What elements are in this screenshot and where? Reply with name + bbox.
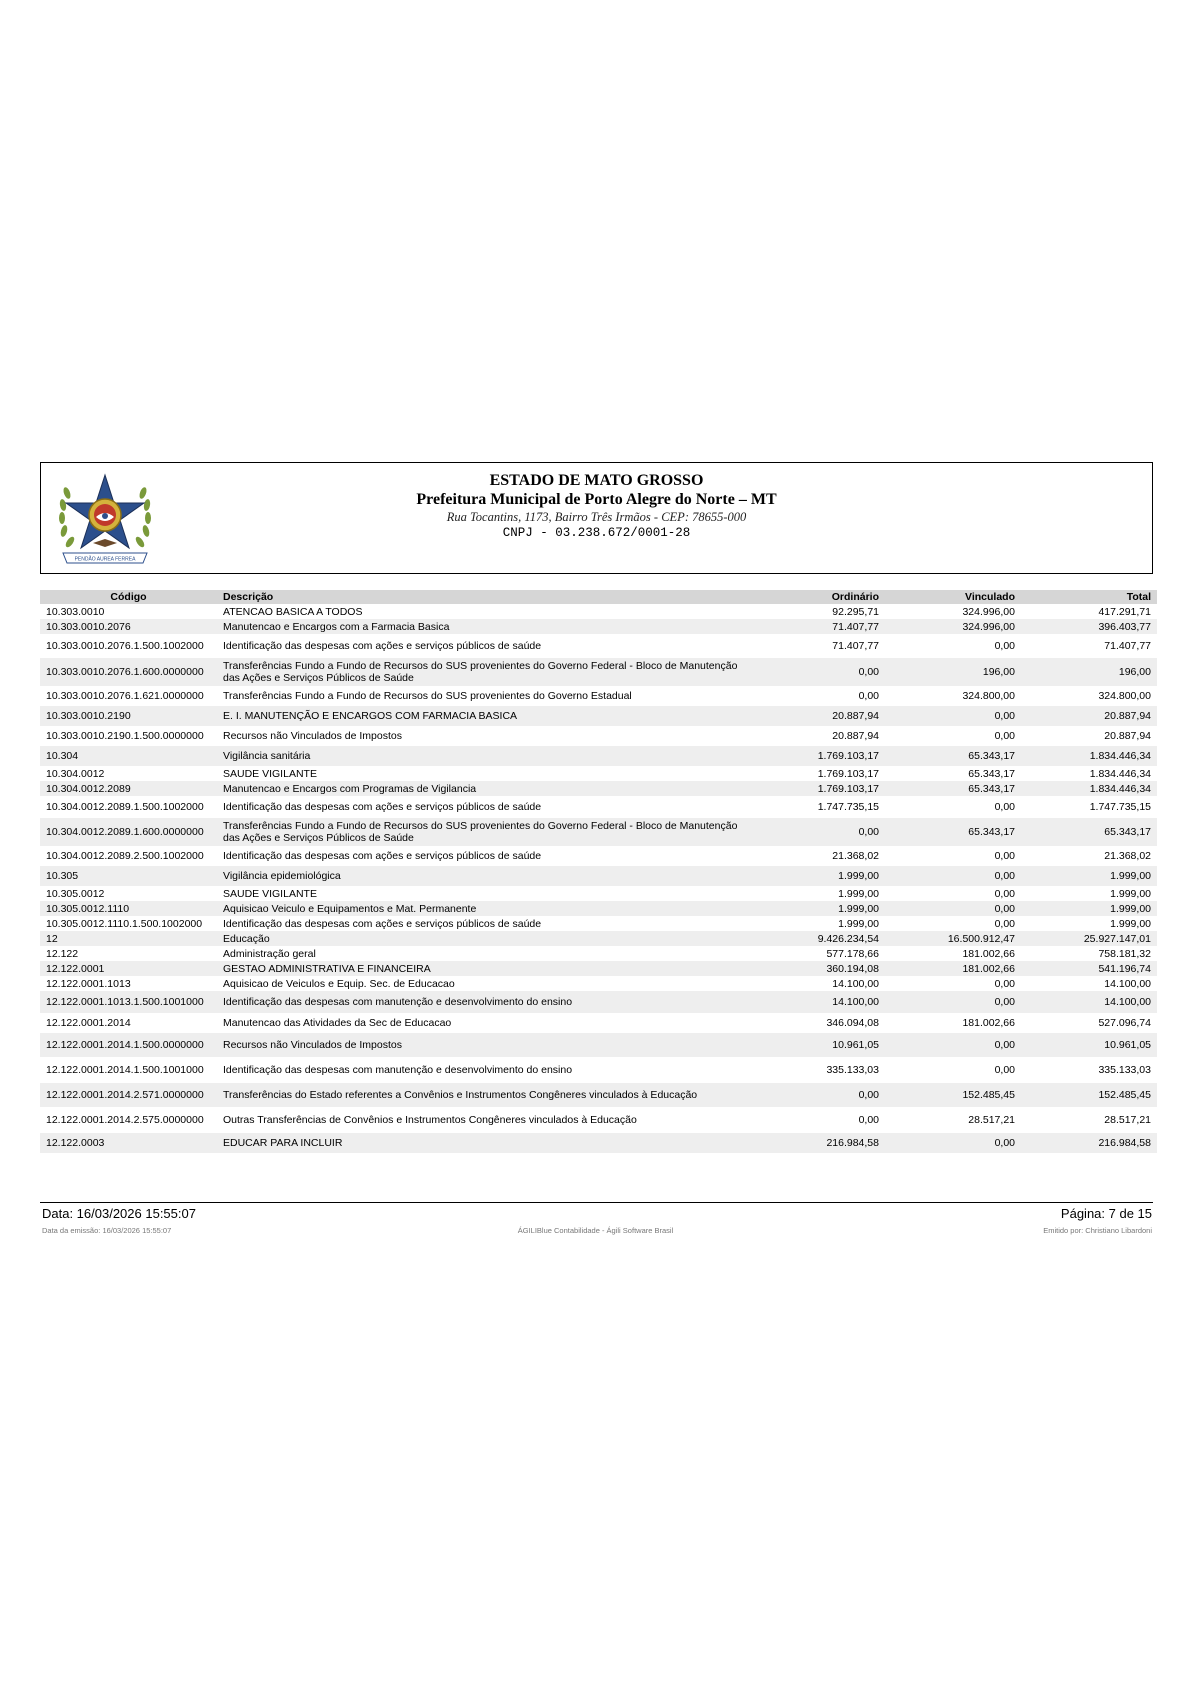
cell-code: 12.122.0001.2014.2.571.0000000 (40, 1083, 217, 1107)
cell-description: Manutencao e Encargos com a Farmacia Basica (217, 619, 749, 634)
cell-total: 396.403,77 (1021, 619, 1157, 634)
cell-ordinario: 0,00 (749, 1083, 885, 1107)
cell-ordinario: 577.178,66 (826, 947, 879, 960)
table-row (40, 866, 1157, 886)
cell-vinculado: 65.343,17 (885, 818, 1021, 846)
cell-ordinario: 71.407,77 (832, 640, 879, 652)
cell-code: 10.303.0010.2076 (40, 619, 217, 634)
col-header-ordinario: Ordinário (749, 590, 885, 604)
cell-description: Administração geral (223, 947, 316, 960)
cnpj-line: CNPJ - 03.238.672/0001-28 (502, 526, 691, 540)
header-text (41, 471, 1152, 541)
cell-vinculado: 0,00 (994, 977, 1015, 990)
cell-total: 417.291,71 (1098, 605, 1151, 618)
table-row (40, 1107, 1157, 1133)
cell-ordinario: 71.407,77 (749, 619, 885, 634)
cell-code: 10.305 (40, 866, 217, 886)
cell-vinculado: 16.500.912,47 (885, 931, 1021, 946)
table-row (40, 961, 1157, 976)
table-row (40, 846, 1157, 866)
cell-vinculado: 181.002,66 (962, 1017, 1015, 1029)
footer-divider (40, 1202, 1153, 1203)
table-row (40, 991, 1157, 1013)
prefeitura-title: Prefeitura Municipal de Porto Alegre do Norte – MT (416, 491, 777, 508)
cell-total: 1.834.446,34 (1089, 767, 1151, 780)
cell-vinculado: 196,00 (885, 658, 1021, 686)
cell-vinculado: 324.996,00 (885, 619, 1021, 634)
cell-code: 10.303.0010.2190.1.500.0000000 (46, 730, 204, 742)
cell-total: 20.887,94 (1104, 730, 1151, 742)
cell-vinculado: 65.343,17 (885, 781, 1021, 796)
cell-vinculado: 0,00 (885, 866, 1021, 886)
cell-ordinario: 335.133,03 (826, 1064, 879, 1076)
cell-code: 10.305.0012.1110 (40, 901, 217, 916)
cell-total: 1.834.446,34 (1021, 746, 1157, 766)
cell-ordinario: 1.999,00 (838, 917, 879, 930)
cell-description: Identificação das despesas com ações e serviços públicos de saúde (223, 801, 542, 813)
cell-total: 1.747.735,15 (1089, 801, 1151, 813)
cell-total: 21.368,02 (1104, 850, 1151, 862)
table-row (40, 686, 1157, 706)
cell-code: 10.304.0012.2089.1.600.0000000 (40, 818, 217, 846)
footer-date: Data: 16/03/2026 15:55:07 (42, 1206, 196, 1221)
cell-vinculado: 0,00 (994, 640, 1015, 652)
cell-vinculado: 0,00 (885, 1133, 1021, 1153)
cell-code: 12.122.0003 (40, 1133, 217, 1153)
cell-total: 1.999,00 (1110, 887, 1151, 900)
cell-total: 25.927.147,01 (1021, 931, 1157, 946)
table-row (40, 976, 1157, 991)
cell-vinculado: 65.343,17 (968, 767, 1015, 780)
cell-description: Outras Transferências de Convênios e Instrumentos Congêneres vinculados à Educação (223, 1114, 637, 1126)
table-body (40, 604, 1157, 1153)
cell-ordinario: 346.094,08 (826, 1017, 879, 1029)
cell-total: 1.999,00 (1110, 917, 1151, 930)
cell-ordinario: 1.999,00 (749, 866, 885, 886)
cell-code: 12.122.0001.2014.1.500.1001000 (46, 1064, 204, 1076)
cell-description: Transferências Fundo a Fundo de Recursos do SUS provenientes do Governo Federal - Bloco de Manutenção das Ações e Serviços Públicos de Saúde (217, 818, 749, 846)
cell-vinculado: 0,00 (994, 850, 1015, 862)
cell-total: 14.100,00 (1021, 991, 1157, 1013)
cell-ordinario: 20.887,94 (749, 706, 885, 726)
footer-software: ÁGILIBlue Contabilidade - Ágili Software Brasil (517, 1226, 674, 1235)
cell-total: 1.999,00 (1021, 866, 1157, 886)
cell-total: 152.485,45 (1021, 1083, 1157, 1107)
expense-report-table (40, 590, 1157, 1153)
cell-vinculado: 0,00 (885, 901, 1021, 916)
table-row (40, 946, 1157, 961)
cell-description: Recursos não Vinculados de Impostos (217, 1033, 749, 1057)
cell-description: Vigilância sanitária (217, 746, 749, 766)
cell-description: GESTAO ADMINISTRATIVA E FINANCEIRA (217, 961, 749, 976)
cell-ordinario: 1.769.103,17 (817, 767, 879, 780)
col-header-description: Descrição (217, 590, 749, 604)
table-row (40, 781, 1157, 796)
cell-ordinario: 92.295,71 (832, 605, 879, 618)
cell-description: Identificação das despesas com ações e serviços públicos de saúde (223, 640, 542, 652)
cell-total: 14.100,00 (1104, 977, 1151, 990)
cell-vinculado: 0,00 (994, 917, 1015, 930)
table-row (40, 604, 1157, 619)
table-row (40, 766, 1157, 781)
cell-ordinario: 10.961,05 (749, 1033, 885, 1057)
cell-vinculado: 181.002,66 (885, 961, 1021, 976)
cell-total: 10.961,05 (1021, 1033, 1157, 1057)
cell-vinculado: 181.002,66 (962, 947, 1015, 960)
cell-ordinario: 1.769.103,17 (749, 781, 885, 796)
cell-total: 216.984,58 (1021, 1133, 1157, 1153)
cell-ordinario: 360.194,08 (749, 961, 885, 976)
cell-vinculado: 0,00 (994, 887, 1015, 900)
table-row (40, 1083, 1157, 1107)
table-row (40, 1057, 1157, 1083)
svg-text:PENDÃO AUREA FERREA: PENDÃO AUREA FERREA (74, 556, 136, 563)
table-row (40, 726, 1157, 746)
cell-description: SAUDE VIGILANTE (223, 767, 317, 780)
cell-code: 10.303.0010.2076.1.621.0000000 (46, 690, 204, 702)
cell-total: 28.517,21 (1104, 1114, 1151, 1126)
cell-ordinario: 1.747.735,15 (817, 801, 879, 813)
cell-vinculado: 0,00 (885, 1033, 1021, 1057)
cell-ordinario: 1.769.103,17 (749, 746, 885, 766)
cell-total: 1.834.446,34 (1021, 781, 1157, 796)
cell-code: 12.122.0001.2014.2.575.0000000 (46, 1114, 204, 1126)
table-row (40, 886, 1157, 901)
cell-code: 10.303.0010.2190 (40, 706, 217, 726)
cell-ordinario: 14.100,00 (832, 977, 879, 990)
cell-code: 12.122.0001 (40, 961, 217, 976)
cell-code: 10.305.0012 (46, 887, 105, 900)
cell-code: 10.303.0010.2076.1.600.0000000 (40, 658, 217, 686)
cell-description: EDUCAR PARA INCLUIR (217, 1133, 749, 1153)
footer-emitted-by: Emitido por: Christiano Libardoni (1043, 1226, 1152, 1235)
cell-description: Identificação das despesas com ações e serviços públicos de saúde (223, 850, 542, 862)
cell-code: 10.303.0010.2076.1.500.1002000 (46, 640, 204, 652)
cell-ordinario: 1.999,00 (749, 901, 885, 916)
cell-total: 71.407,77 (1104, 640, 1151, 652)
cell-total: 541.196,74 (1021, 961, 1157, 976)
cell-code: 10.304.0012.2089.2.500.1002000 (46, 850, 204, 862)
state-title: ESTADO DE MATO GROSSO (489, 472, 704, 489)
cell-code: 12.122.0001.2014.1.500.0000000 (40, 1033, 217, 1057)
cell-description: Transferências Fundo a Fundo de Recursos do SUS provenientes do Governo Estadual (223, 690, 632, 702)
cell-total: 20.887,94 (1021, 706, 1157, 726)
cell-ordinario: 9.426.234,54 (749, 931, 885, 946)
cell-total: 527.096,74 (1098, 1017, 1151, 1029)
cell-code: 12.122 (46, 947, 79, 960)
table-row (40, 634, 1157, 658)
cell-code: 12.122.0001.2014 (46, 1017, 131, 1029)
table-row (40, 818, 1157, 846)
cell-vinculado: 0,00 (994, 1064, 1015, 1076)
cell-code: 10.304.0012.2089.1.500.1002000 (46, 801, 204, 813)
cell-description: Aquisicao Veiculo e Equipamentos e Mat. Permanente (217, 901, 749, 916)
cell-vinculado: 0,00 (994, 730, 1015, 742)
cell-description: Vigilância epidemiológica (217, 866, 749, 886)
cell-description: Aquisicao de Veiculos e Equip. Sec. de Educacao (223, 977, 455, 990)
cell-vinculado: 0,00 (885, 991, 1021, 1013)
cell-total: 324.800,00 (1098, 690, 1151, 702)
cell-total: 758.181,32 (1098, 947, 1151, 960)
table-row (40, 901, 1157, 916)
table-row (40, 1133, 1157, 1153)
cell-code: 10.304 (40, 746, 217, 766)
cell-total: 335.133,03 (1098, 1064, 1151, 1076)
col-header-vinculado: Vinculado (885, 590, 1021, 604)
cell-code: 10.304.0012 (46, 767, 105, 780)
table-row (40, 1013, 1157, 1033)
cell-vinculado: 0,00 (994, 801, 1015, 813)
cell-code: 12.122.0001.1013.1.500.1001000 (40, 991, 217, 1013)
table-row (40, 1033, 1157, 1057)
cell-ordinario: 216.984,58 (749, 1133, 885, 1153)
table-row (40, 931, 1157, 946)
cell-ordinario: 1.999,00 (838, 887, 879, 900)
footer-emission-date: Data da emissão: 16/03/2026 15:55:07 (42, 1226, 172, 1235)
table-row (40, 658, 1157, 686)
cell-vinculado: 324.800,00 (962, 690, 1015, 702)
cell-description: Manutencao das Atividades da Sec de Educacao (223, 1017, 452, 1029)
table-row (40, 619, 1157, 634)
cell-code: 12.122.0001.1013 (46, 977, 131, 990)
cell-description: Identificação das despesas com manutenção e desenvolvimento do ensino (217, 991, 749, 1013)
cell-description: E. I. MANUTENÇÃO E ENCARGOS COM FARMACIA BASICA (217, 706, 749, 726)
col-header-code: Código (40, 590, 217, 604)
report-header (40, 462, 1153, 574)
cell-description: Transferências Fundo a Fundo de Recursos do SUS provenientes do Governo Federal - Bloco de Manutenção das Ações e Serviços Públicos de Saúde (217, 658, 749, 686)
col-header-total: Total (1021, 590, 1157, 604)
cell-description: Transferências do Estado referentes a Convênios e Instrumentos Congêneres vinculados à Educação (217, 1083, 749, 1107)
cell-vinculado: 0,00 (885, 706, 1021, 726)
cell-code: 10.303.0010 (46, 605, 105, 618)
cell-ordinario: 0,00 (858, 690, 879, 702)
cell-vinculado: 324.996,00 (962, 605, 1015, 618)
cell-description: SAUDE VIGILANTE (223, 887, 317, 900)
table-header-row (40, 590, 1157, 604)
cell-description: ATENCAO BASICA A TODOS (223, 605, 363, 618)
cell-code: 10.305.0012.1110.1.500.1002000 (46, 917, 203, 930)
table-row (40, 706, 1157, 726)
cell-ordinario: 0,00 (749, 818, 885, 846)
cell-total: 65.343,17 (1021, 818, 1157, 846)
cell-description: Recursos não Vinculados de Impostos (223, 730, 402, 742)
cell-code: 10.304.0012.2089 (40, 781, 217, 796)
cell-total: 196,00 (1021, 658, 1157, 686)
cell-ordinario: 0,00 (858, 1114, 879, 1126)
cell-ordinario: 20.887,94 (832, 730, 879, 742)
cell-description: Manutencao e Encargos com Programas de Vigilancia (217, 781, 749, 796)
table-row (40, 916, 1157, 931)
cell-total: 1.999,00 (1021, 901, 1157, 916)
cell-description: Educação (217, 931, 749, 946)
cell-vinculado: 65.343,17 (885, 746, 1021, 766)
cell-code: 12 (40, 931, 217, 946)
table-row (40, 796, 1157, 818)
cell-vinculado: 28.517,21 (968, 1114, 1015, 1126)
cell-description: Identificação das despesas com manutenção e desenvolvimento do ensino (223, 1064, 573, 1076)
table-row (40, 746, 1157, 766)
footer-page-number: Página: 7 de 15 (1060, 1206, 1152, 1221)
address-line: Rua Tocantins, 1173, Bairro Três Irmãos - CEP: 78655-000 (446, 510, 747, 524)
cell-vinculado: 152.485,45 (885, 1083, 1021, 1107)
cell-ordinario: 21.368,02 (832, 850, 879, 862)
cell-ordinario: 0,00 (749, 658, 885, 686)
cell-ordinario: 14.100,00 (749, 991, 885, 1013)
cell-description: Identificação das despesas com ações e serviços públicos de saúde (223, 917, 542, 930)
